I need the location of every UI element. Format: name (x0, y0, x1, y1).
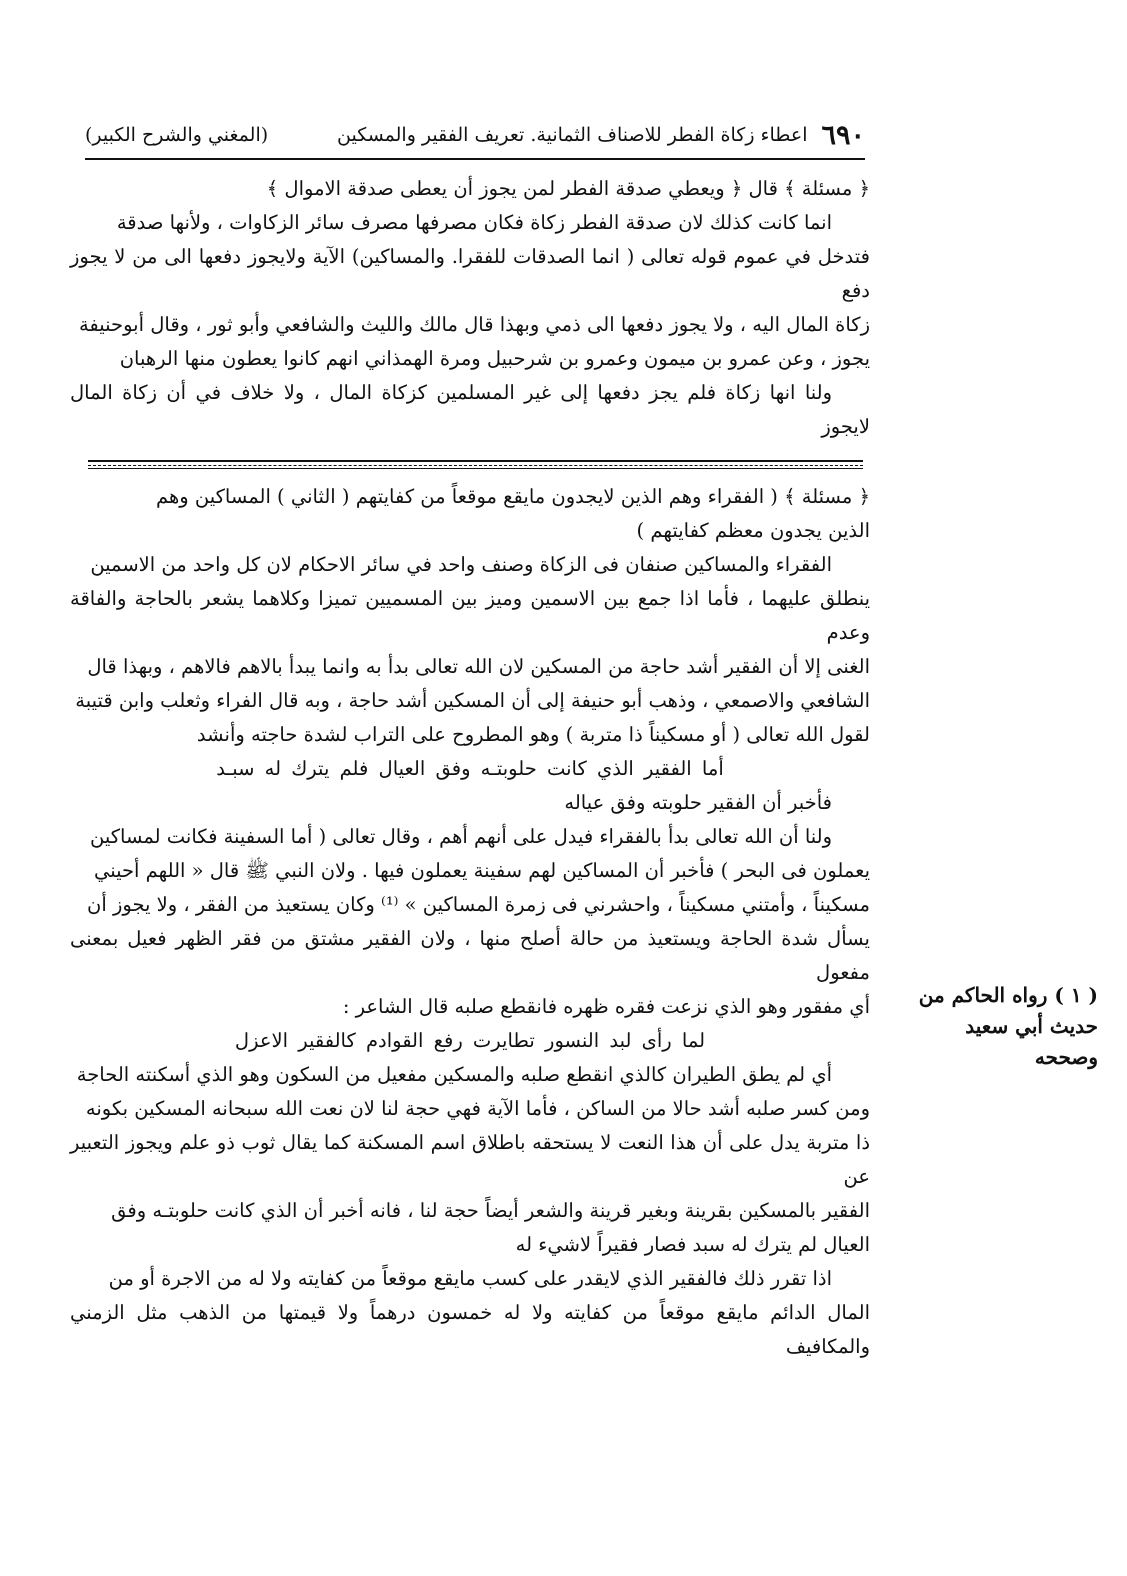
section-separator (88, 460, 863, 469)
text-line: انما كانت كذلك لان صدقة الفطر زكاة فكان مصرفها مصرف سائر الزكاوات ، ولأنها صدقة (116, 211, 832, 234)
margin-footnote (888, 980, 1098, 1073)
text-line: ومن كسر صلبه أشد حالا من الساكن ، فأما الآية فهي حجة لنا لان نعت الله سبحانه المسكين بكونه (85, 1097, 870, 1120)
header-title: اعطاء زكاة الفطر للاصناف الثمانية. تعريف الفقير والمسكين (337, 124, 808, 146)
upper-text-section (70, 172, 870, 444)
text-line: فتدخل في عموم قوله تعالى ( انما الصدقات للفقرا. والمساكين) الآية ولايجوز دفعها الى من لا يجوز دفع (70, 245, 870, 302)
text-line: مسكيناً ، وأمتني مسكيناً ، واحشرني فى زمرة المساكين » ⁽¹⁾ وكان يستعيذ من الفقر ، ولا يجوز أن (87, 893, 870, 916)
footnote-line: ( ١ ) رواه الحاكم من (918, 983, 1098, 1007)
footnote-line: وصححه (1034, 1045, 1098, 1069)
text-line: أي مفقور وهو الذي نزعت فقره ظهره فانقطع صلبه قال الشاعر : (342, 995, 870, 1018)
text-line: اذا تقرر ذلك فالفقير الذي لايقدر على كسب مايقع موقعاً من كفايته ولا له من الاجرة أو من (108, 1267, 832, 1290)
verse-line: أما الفقير الذي كانت حلوبتـه وفق العيال فلم يترك له سبـد (216, 757, 724, 780)
footnote-line: حديث أبي سعيد (965, 1014, 1098, 1038)
text-line: ﴿ مسئلة ﴾ ( الفقراء وهم الذين لايجدون مايقع موقعاً من كفايتهم ( الثاني ) المساكين وهم (156, 485, 870, 508)
text-line: يسأل شدة الحاجة ويستعيذ من حالة أصلح منها ، ولان الفقير مشتق من فقر الظهر فعيل بمعنى مفعول (70, 927, 870, 984)
text-line: ذا متربة يدل على أن هذا النعت لا يستحقه باطلاق اسم المسكنة كما يقال ثوب ذو علم ويجوز التعبير عن (70, 1131, 870, 1188)
lower-text-section (70, 480, 870, 1364)
text-line: زكاة المال اليه ، ولا يجوز دفعها الى ذمي وبهذا قال مالك والليث والشافعي وأبو ثور ، وقال أبوحنيفة (78, 313, 870, 336)
book-title: (المغني والشرح الكبير) (85, 124, 269, 146)
text-line: ﴿ مسئلة ﴾ قال ﴿ ويعطي صدقة الفطر لمن يجوز أن يعطى صدقة الاموال ﴾ (266, 177, 870, 200)
header-rule (85, 158, 865, 160)
text-line: ولنا انها زكاة فلم يجز دفعها إلى غير المسلمين كزكاة المال ، ولا خلاف في أن زكاة المال لايجوز (70, 381, 870, 438)
text-line: الفقراء والمساكين صنفان فى الزكاة وصنف واحد في سائر الاحكام لان كل واحد من الاسمين (90, 553, 832, 576)
text-line: ينطلق عليهما ، فأما اذا جمع بين الاسمين وميز بين المسميين تميزا وكلاهما يشعر بالحاجة والفاقة وعدم (70, 587, 871, 644)
text-line: يعملون فى البحر ) فأخبر أن المساكين لهم سفينة يعملون فيها . ولان النبي ﷺ قال « اللهم أحيني (93, 859, 870, 882)
running-header (85, 114, 865, 156)
text-line: فأخبر أن الفقير حلوبته وفق عياله (564, 791, 832, 814)
text-line: ولنا أن الله تعالى بدأ بالفقراء فيدل على أنهم أهم ، وقال تعالى ( أما السفينة فكانت لمساكين (90, 825, 832, 848)
text-line: يجوز ، وعن عمرو بن ميمون وعمرو بن شرحبيل ومرة الهمذاني انهم كانوا يعطون منها الرهبان (119, 347, 870, 370)
text-line: الغنى إلا أن الفقير أشد حاجة من المسكين لان الله تعالى بدأ به وانما يبدأ بالاهم فالاهم ، وبهذا قال (87, 655, 870, 678)
text-line: العيال لم يترك له سبد فصار فقيراً لاشيء له (515, 1233, 870, 1256)
text-line: الفقير بالمسكين بقرينة وبغير قرينة والشعر أيضاً حجة لنا ، فانه أخبر أن الذي كانت حلوبتـه وفق (111, 1199, 870, 1222)
text-line: المال الدائم مايقع موقعاً من كفايته ولا له خمسون درهماً ولا قيمتها من الذهب مثل الزمني والمكافيف (70, 1301, 870, 1358)
text-line: لقول الله تعالى ( أو مسكيناً ذا متربة ) وهو المطروح على التراب لشدة حاجته وأنشد (196, 723, 870, 746)
page-number: ٦٩٠ (821, 119, 865, 151)
text-line: أي لم يطق الطيران كالذي انقطع صلبه والمسكين مفعيل من السكون وهو الذي أسكنته الحاجة (76, 1063, 832, 1086)
verse-line: لما رأى لبد النسور تطايرت رفع القوادم كالفقير الاعزل (234, 1029, 706, 1052)
text-line: الذين يجدون معظم كفايتهم ) (636, 519, 870, 542)
text-line: الشافعي والاصمعي ، وذهب أبو حنيفة إلى أن المسكين أشد حاجة ، وبه قال الفراء وثعلب وابن قتيبة (75, 689, 870, 712)
